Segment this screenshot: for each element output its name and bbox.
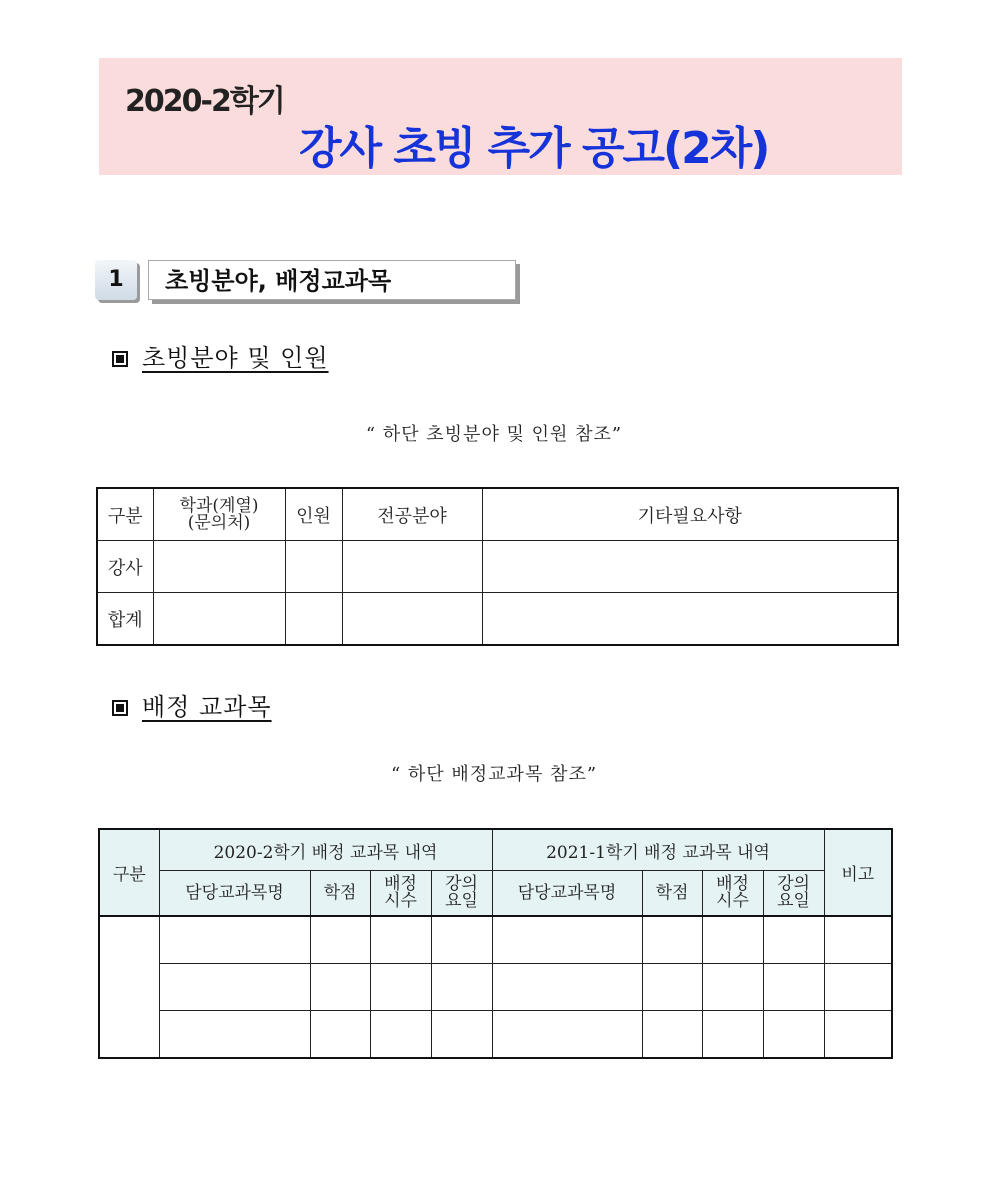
- table-row: [99, 1011, 892, 1059]
- table-row: [99, 916, 892, 964]
- cell: [431, 1011, 492, 1059]
- cell: [431, 916, 492, 964]
- cell: [159, 916, 310, 964]
- announcement-title: 강사 초빙 추가 공고(2차): [299, 123, 769, 174]
- cell: [702, 1011, 763, 1059]
- subsection-recruitment-title: 초빙분야 및 인원: [142, 344, 329, 372]
- section-number-badge: 1: [95, 260, 137, 300]
- cell: [431, 964, 492, 1011]
- header-credit: 학점: [642, 871, 702, 917]
- cell-major: [342, 593, 482, 646]
- header-course-name: 담당교과목명: [159, 871, 310, 917]
- semester-label: 2020-2학기: [125, 84, 284, 119]
- recruitment-table: [96, 487, 899, 646]
- cell-count: [285, 593, 342, 646]
- header-hours-line2: 시수: [716, 891, 749, 911]
- recruitment-note: “ 하단 초빙분야 및 인원 참조”: [365, 424, 623, 445]
- cell: [642, 916, 702, 964]
- header-hours: [702, 871, 763, 917]
- header-day: [431, 871, 492, 917]
- cell: [642, 964, 702, 1011]
- cell: [370, 1011, 431, 1059]
- cell-department: [153, 593, 285, 646]
- cell-etc: [482, 541, 898, 593]
- cell-etc: [482, 593, 898, 646]
- header-category: 구분: [97, 488, 153, 541]
- cell: [763, 1011, 824, 1059]
- courses-table: [98, 828, 893, 1059]
- header-2020-2-courses: 2020-2학기 배정 교과목 내역: [159, 829, 492, 871]
- title-banner: [99, 58, 902, 175]
- header-2021-1-courses: 2021-1학기 배정 교과목 내역: [492, 829, 824, 871]
- cell-category: [99, 916, 159, 1058]
- cell: [824, 1011, 892, 1059]
- section-heading: 초빙분야, 배정교과목: [148, 260, 516, 300]
- cell: [492, 964, 642, 1011]
- cell: [763, 964, 824, 1011]
- cell: [492, 916, 642, 964]
- header-hours-line1: 배정: [716, 874, 749, 894]
- cell: [159, 1011, 310, 1059]
- header-hours: [370, 871, 431, 917]
- row-category: 강사: [97, 541, 153, 593]
- square-bullet-icon: [112, 351, 128, 367]
- recruitment-header-row: [97, 488, 898, 541]
- header-department-line2: (문의처): [187, 512, 251, 533]
- header-etc: 기타필요사항: [482, 488, 898, 541]
- header-hours-line2: 시수: [384, 891, 417, 911]
- cell-count: [285, 541, 342, 593]
- header-category: 구분: [99, 829, 159, 916]
- cell: [159, 964, 310, 1011]
- courses-header-row-2: [99, 871, 892, 917]
- header-course-name: 담당교과목명: [492, 871, 642, 917]
- header-day: [763, 871, 824, 917]
- cell: [370, 964, 431, 1011]
- cell: [310, 1011, 370, 1059]
- cell: [642, 1011, 702, 1059]
- header-department: [153, 488, 285, 541]
- cell: [310, 964, 370, 1011]
- cell: [702, 964, 763, 1011]
- cell: [492, 1011, 642, 1059]
- header-count: 인원: [285, 488, 342, 541]
- courses-note: “ 하단 배정교과목 참조”: [390, 764, 598, 785]
- header-day-line1: 강의: [445, 874, 478, 894]
- header-department-line1: 학과(계열): [179, 495, 259, 516]
- header-hours-line1: 배정: [384, 874, 417, 894]
- cell: [310, 916, 370, 964]
- row-category: 합계: [97, 593, 153, 646]
- table-row: [97, 541, 898, 593]
- courses-header-row-1: [99, 829, 892, 871]
- cell: [370, 916, 431, 964]
- table-row: [99, 964, 892, 1011]
- header-day-line1: 강의: [777, 874, 810, 894]
- cell-department: [153, 541, 285, 593]
- header-day-line2: 요일: [445, 891, 478, 911]
- subsection-courses: [112, 687, 272, 722]
- header-day-line2: 요일: [777, 891, 810, 911]
- header-remarks: 비고: [824, 829, 892, 916]
- cell: [702, 916, 763, 964]
- cell: [824, 916, 892, 964]
- subsection-recruitment: [112, 338, 329, 373]
- header-major: 전공분야: [342, 488, 482, 541]
- cell: [824, 964, 892, 1011]
- square-bullet-icon: [112, 700, 128, 716]
- cell-major: [342, 541, 482, 593]
- header-credit: 학점: [310, 871, 370, 917]
- table-row: [97, 593, 898, 646]
- cell: [763, 916, 824, 964]
- subsection-courses-title: 배정 교과목: [142, 693, 272, 721]
